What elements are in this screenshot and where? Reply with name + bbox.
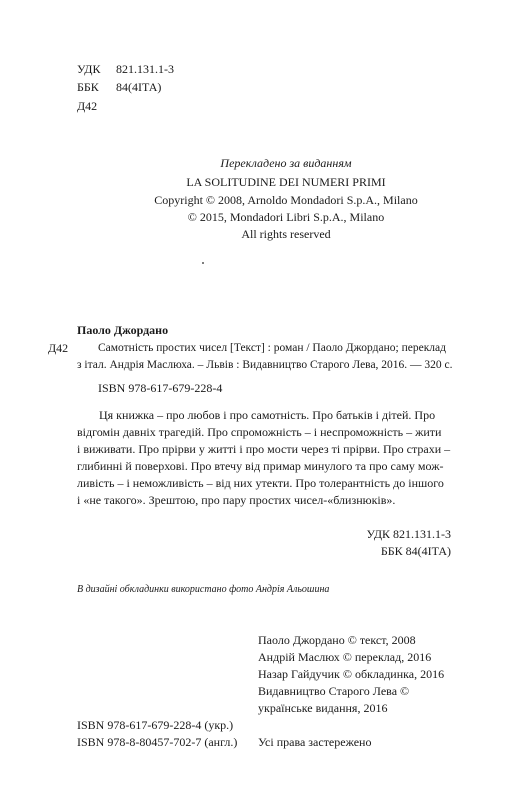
catalog-isbn: ISBN 978-617-679-228-4 bbox=[98, 381, 223, 395]
annotation-line: і «не такого». Зрештою, про пару простих чисел-«близнюків». bbox=[77, 493, 396, 507]
udk-right: УДК 821.131.1-3 bbox=[366, 527, 451, 541]
original-copyright-2: © 2015, Mondadori Libri S.p.A., Milano bbox=[187, 210, 385, 224]
isbn-eng: ISBN 978-8-80457-702-7 (англ.) bbox=[77, 735, 238, 749]
catalog-author: Паоло Джордано bbox=[77, 323, 169, 337]
original-edition-heading: Перекладено за виданням bbox=[220, 156, 352, 170]
annotation-paragraph bbox=[77, 407, 451, 509]
udk-value: 821.131.1-3 bbox=[116, 62, 174, 76]
catalog-author-mark: Д42 bbox=[48, 341, 69, 355]
bbk-right: ББК 84(4ІТА) bbox=[380, 544, 451, 558]
copyright-line: Видавництво Старого Лева © bbox=[258, 684, 410, 698]
copyright-line: Паоло Джордано © текст, 2008 bbox=[258, 633, 416, 647]
isbn-ukr: ISBN 978-617-679-228-4 (укр.) bbox=[77, 718, 234, 732]
annotation-line: відгомін давніх трагедій. Про спроможність – і неспроможність – жити bbox=[77, 425, 442, 439]
copyright-line: Назар Гайдучик © обкладинка, 2016 bbox=[258, 667, 445, 681]
cover-credit: В дизайні обкладинки використано фото Андрія Альошина bbox=[77, 584, 330, 595]
copyrights-block bbox=[258, 632, 444, 717]
catalog-description-line1: Самотність простих чисел [Текст] : роман / Паоло Джордано; переклад bbox=[98, 342, 446, 354]
stray-dot bbox=[202, 262, 204, 264]
copyright-line: українське видання, 2016 bbox=[258, 701, 388, 715]
bbk-value: 84(4ІТА) bbox=[116, 80, 162, 94]
bbk-label: ББК bbox=[77, 80, 99, 94]
copyright-line: Андрій Маслюх © переклад, 2016 bbox=[258, 650, 432, 664]
annotation-line: і виживати. Про прірви у житті і про мости через ті прірви. Про страхи – bbox=[77, 442, 451, 456]
original-copyright-1: Copyright © 2008, Arnoldo Mondadori S.p.A., Milano bbox=[154, 193, 418, 207]
udk-label: УДК bbox=[77, 62, 101, 76]
annotation-line: Ця книжка – про любов і про самотність. Про батьків і дітей. Про bbox=[99, 408, 436, 422]
annotation-line: глибинні й поверхові. Про втечу від примар минулого та про саму мож- bbox=[77, 459, 444, 473]
original-rights: All rights reserved bbox=[241, 227, 331, 241]
annotation-line: ливість – і неможливість – від них утекти. Про толерантність до іншого bbox=[77, 476, 444, 490]
author-mark-top: Д42 bbox=[77, 99, 98, 113]
catalog-description-line2: з італ. Андрія Маслюха. – Львів : Видавництво Старого Лева, 2016. — 320 с. bbox=[77, 359, 453, 371]
rights-reserved: Усі права застережено bbox=[258, 735, 372, 749]
original-title: LA SOLITUDINE DEI NUMERI PRIMI bbox=[186, 175, 386, 189]
